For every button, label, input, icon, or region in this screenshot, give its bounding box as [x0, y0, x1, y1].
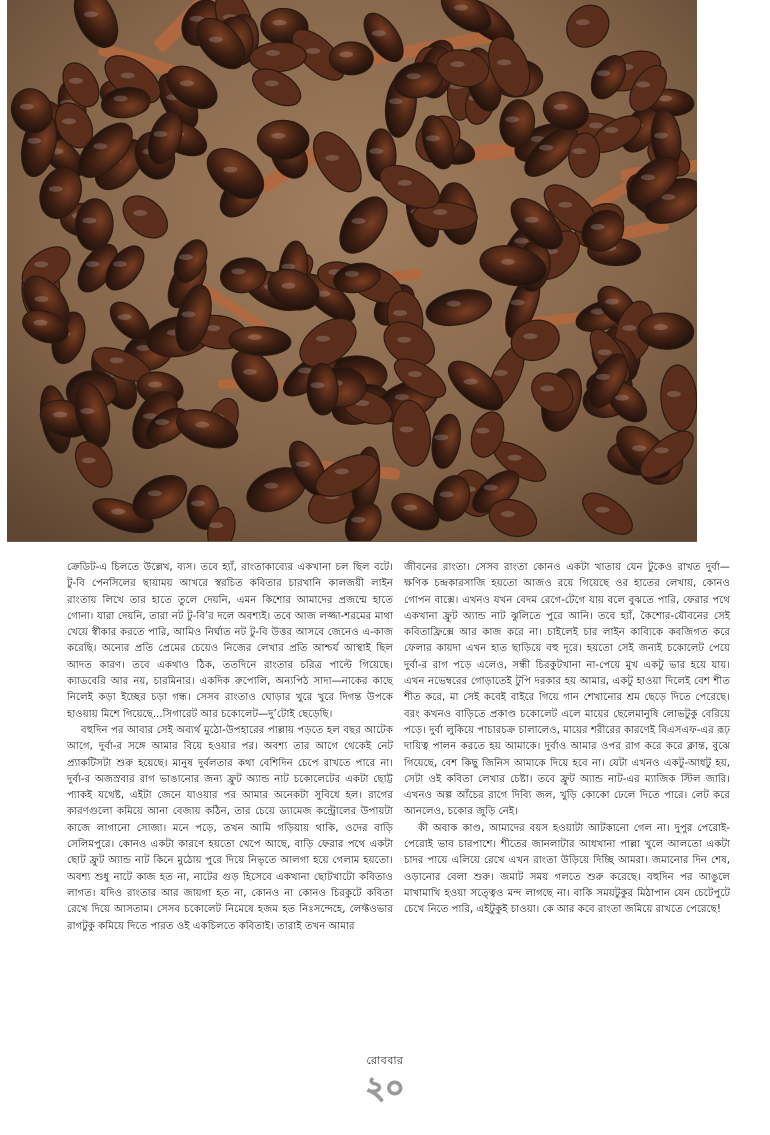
bean-highlight [179, 254, 193, 260]
bean-highlight [497, 59, 511, 65]
bean-highlight [325, 155, 339, 161]
bean-highlight [501, 511, 515, 517]
bean-highlight [395, 394, 409, 400]
bean-highlight [223, 167, 237, 173]
bean-highlight [306, 48, 320, 54]
bean-highlight [558, 202, 572, 208]
bean-highlight [636, 81, 650, 87]
bean-highlight [540, 386, 554, 392]
bean-highlight [121, 72, 135, 78]
bean-highlight [605, 299, 619, 305]
bean-highlight [209, 36, 223, 42]
bean-highlight [181, 311, 195, 317]
bean-highlight [589, 123, 603, 129]
magazine-name: রোববার [366, 1054, 404, 1067]
bean-highlight [248, 334, 262, 340]
bean-highlight [311, 382, 325, 388]
bean-highlight [153, 131, 167, 137]
bean-highlight [572, 148, 586, 154]
bean-highlight [335, 468, 349, 474]
bean-highlight [53, 412, 67, 418]
bean-highlight [296, 461, 310, 467]
bean-highlight [84, 11, 98, 17]
paragraph: ক্রেডিট-এ চিলতে উল্লেখ, ব্যস। তবে হ্যাঁ, রাংতাকাব্যের একখানা চল ছিল বটে। টু-বি পেনসিলের ছায়াময় আখরে স্বরচিত কবিতার চারখানি কালজয়ী লাইন রাংতায় লিখে তার হাতে তুলে দেয়নি, এমন কিশোর আমাদের প্রজন্মে হাতে গোনা। যারা দেয়নি, তারা নট টু-বি’র দলে অবশ্যই। তবে আজ লজ্জা-শরমের মাথা খেয়ে স্বীকার করতে পারি, আমিও নির্ঘাত নট টু-বি উত্তর আসবে জেনেও এ-কাজ করেছি। অন্যের প্রতি প্রেমের চেয়েও নিজের লেখার প্রতি আশ্চর্য আস্থাই ছিল আদত কারণ। তবে একথাও ঠিক, ততদিনে রাংতার চরিত্র পাল্টে গিয়েছে। ক্যাডবেরি আর নয়, চারমিনার। একদিক রুপোলি, অন্যপিঠ সাদা—নাকের কাছে নিলেই কড়া ইচ্ছের চড়া গন্ধ। সেসব রাংতাও ঘোড়ার খুরে খুরে দিগন্ত উপকে হাওয়ায় মিশে গিয়েছে...সিগারেট আর চকোলেট—দু’টোই ছেড়েছি। [67, 562, 393, 720]
bean-highlight [494, 370, 508, 376]
bean-highlight [454, 5, 468, 11]
bean-highlight [316, 336, 330, 342]
bean-highlight [352, 218, 366, 224]
page-number: ২০ [365, 1071, 405, 1106]
bean-highlight [604, 127, 618, 133]
bean-highlight [632, 445, 646, 451]
bean-highlight [62, 118, 76, 124]
bean-highlight [408, 371, 422, 377]
bean-highlight [34, 261, 48, 267]
paragraph: কী অবাক কাণ্ড, আমাদের বয়স হওয়াটা আটকানো গেল না। দুপুর পেরোই-পেরোই ভাব চারপাশে। শীতের জানলাটার আধখানা পাল্লা খুলে আলতো একটা চাদর পায়ে এলিয়ে রেখে এখন রাংতা উড়িয়ে দিচ্ছি আমরা। জমানোর দিন শেষ, ওড়ানোর বেলা শুরু। জমাট সময় গলতে শুরু করেছে। বহুদিন পর আঙুলে মাখামাখি হওয়া সত্ত্বেও মন্দ লাগছে না। বাকি সময়টুকুর মিঠাপান যেন চেটেপুটে চেখে নিতে পারি, এইটুকুই চাওয়া। কে আর কবে রাংতা জমিয়ে রাখতে পেরেছে! [404, 822, 730, 916]
bean-highlight [641, 174, 655, 180]
bean-highlight [82, 218, 96, 224]
cocoa-beans-illustration [7, 0, 697, 541]
bean-highlight [598, 349, 612, 355]
bean-highlight [113, 261, 127, 267]
bean-highlight [508, 455, 522, 461]
bean-highlight [148, 490, 162, 496]
bean-highlight [191, 500, 205, 506]
bean-highlight [86, 261, 100, 267]
bean-highlight [271, 133, 285, 139]
bean-highlight [654, 133, 668, 139]
bean-highlight [80, 408, 94, 414]
bean-highlight [49, 186, 63, 192]
cocoa-bean [329, 42, 373, 75]
bean-highlight [511, 299, 525, 305]
bean-highlight [111, 509, 125, 515]
bean-highlight [114, 96, 128, 102]
bean-highlight [69, 78, 83, 84]
bean-highlight [622, 325, 636, 331]
bean-highlight [667, 391, 681, 397]
article-column-left [67, 560, 393, 935]
bean-highlight [426, 135, 440, 141]
cocoa-bean [257, 120, 309, 159]
bean-highlight [525, 217, 539, 223]
bean-highlight [369, 148, 383, 154]
bean-highlight [654, 324, 668, 330]
bean-highlight [484, 485, 498, 491]
bean-highlight [523, 333, 537, 339]
bean-highlight [393, 310, 407, 316]
bean-highlight [554, 104, 568, 110]
bean-highlight [33, 320, 47, 326]
bean-highlight [398, 180, 412, 186]
bean-highlight [264, 483, 278, 489]
bean-highlight [243, 369, 257, 375]
bean-highlight [407, 73, 421, 79]
bean-highlight [281, 283, 295, 289]
bean-highlight [281, 264, 295, 270]
article-column-right [404, 560, 730, 919]
bean-highlight [345, 271, 359, 277]
bean-highlight [180, 80, 194, 86]
bean-highlight [27, 138, 41, 144]
bean-highlight [195, 422, 209, 428]
bean-highlight [265, 80, 279, 86]
bean-highlight [118, 314, 132, 320]
bean-highlight [505, 116, 519, 122]
bean-highlight [655, 447, 669, 453]
bean-highlight [434, 434, 448, 440]
bean-highlight [272, 20, 286, 26]
cocoa-beans-photo [7, 0, 697, 542]
bean-highlight [514, 238, 528, 244]
bean-highlight [93, 143, 107, 149]
bean-highlight [266, 50, 280, 56]
bean-highlight [596, 70, 610, 76]
bean-highlight [596, 374, 610, 380]
bean-highlight [591, 224, 605, 230]
bean-highlight [82, 457, 96, 463]
bean-highlight [209, 522, 223, 528]
paragraph: বহুদিন পর আবার সেই অব্যর্থ মুঠো-উপহারের পাল্লায় পড়তে হল বছর আটেক আগে, দুর্বা-র সঙ্গে আমার বিয়ে হওয়ার পর। অবশ্য তার আগে থেকেই নেট প্র্যাকটিসটা শুরু হয়েছে। মানুষ দুর্বলতার কথা বেশিদিন চেপে রাখতে পারে না। দুর্বা-র অজস্রবার রাগ ভাঙানোর জন্য ফ্রুট অ্যান্ড নাট চকোলেটের একটা ছোট্ট প্যাকই যথেষ্ট, এইটা জেনে যাওয়ার পর আমার অনেকটা সুবিধে হল। রাগের কারণগুলো কমিয়ে আনা বেজায় কঠিন, তার চেয়ে ড্যামেজ কন্ট্রোলের উপায়টা কাজে লাগানো সোজা। মনে পড়ে, তখন আমি গড়িয়ায় থাকি, ওদের বাড়ি সেলিমপুরে। কোনও একটা কারণে হয়তো খেপে আছে, বাড়ি ফেরার পথে একটা ছোট ফ্রুট অ্যান্ড নাট কিনে মুঠোয় পুরে দিয়ে নিভৃতে আলগা হয়ে গেলাম হয়তো। অবশ্য শুধু নাটে কাজ হত না, নাটের গুড় হিসেবে একখানা ছোটখাটো কবিতাও লাগত। যদিও রাংতার আর জায়গা হত না, কোনও না কোনও চিরকুটে কবিতা রেখে দিয়ে আসতাম। সেসব চকোলেট নিমেষে হজম হত নিঃসন্দেহে, লেফ্টওভার রাগটুকু কমিয়ে দিতে পারত ওই একচিলতে কবিতাই। তারাই তখন আমার [67, 724, 393, 932]
page-footer [0, 1052, 770, 1105]
bean-highlight [34, 296, 48, 302]
bean-highlight [372, 30, 386, 36]
bean-highlight [389, 98, 403, 104]
bean-highlight [476, 428, 490, 434]
bean-highlight [576, 19, 590, 25]
bean-highlight [400, 426, 414, 432]
bean-highlight [231, 268, 245, 274]
bean-highlight [501, 259, 515, 265]
bean-highlight [110, 357, 124, 363]
bean-highlight [451, 61, 465, 67]
bean-highlight [148, 382, 162, 388]
bean-highlight [539, 145, 553, 151]
bean-highlight [155, 419, 169, 425]
bean-highlight [351, 517, 365, 523]
bean-highlight [339, 51, 353, 57]
bean-highlight [20, 104, 34, 110]
bean-highlight [440, 491, 454, 497]
bean-highlight [464, 379, 478, 385]
bean-highlight [133, 210, 147, 216]
bean-highlight [397, 337, 411, 343]
bean-highlight [596, 507, 610, 513]
bean-highlight [403, 505, 417, 511]
paragraph: জীবনের রাংতা। সেসব রাংতা কোনও একটা খাতায় যেন টুকেও রাখত দুর্বা—ক্ষণিক চন্দ্রকারসাজি হয়তো আজও রয়ে গিয়েছে ওর হাতের লেখায়, কোনও গোপন বাক্সে। এখনও যখন বেদম রেগে-টেগে যায় বলে বুঝতে পারি, ফেরার পথে একখানা ফ্রুট অ্যান্ড নাট ঝুলিতে পুরে আনি। তবে হ্যাঁ, কৈশোর-যৌবনের সেই কবিতাফ্রিক্সে আর কাজ করে না। চাইলেই চার লাইন কাব্যিকে কবজিগত করে ফেলার কায়দা এখন হাত ছাড়িয়ে বহু দূরে। হয়তো সেই জন্যই চকোলেট পেয়ে দুর্বা-র রাগ পড়ে এলেও, সন্ধী চিরকুটখানা না-পেয়ে মুখ একটু ভার হয়ে যায়। এখন নভেম্বরের গোড়াতেই টুপি দরকার হয় আমার, একটু হাওয়া দিলেই বেশ শীত শীত করে, মা সেই কবেই বাইরে গিয়ে গান শেখানোর শ্রম ছেড়ে দিতে পেরেছে। বরং কখনও বাড়িতে প্রকাণ্ড চকোলেট এলে মায়ের ছেলেমানুষি লোভটুকু বেরিয়ে পড়ে। দুর্বা লুকিয়ে পাচারচক্র চালালেও, মায়ের শরীরের কারণেই বিএসএফ-এর রূঢ় দায়িত্ব পালন করতে হয় আমাকে। দুর্বাও আমার ওপর রাগ করে করে ক্লান্ত, বুঝে গিয়েছে, বেশ কিছু জিনিস আমাকে দিয়ে হবে না। যেটা এখনও একটু-আধটু হয়, সেটা ওই কবিতা লেখার চেষ্টা। তবে ফ্রুট অ্যান্ড নাট-এর ম্যাজিক স্টিল জারি। এখনও অল্প আঁচের রাগে দিব্যি জল, খুড়ি কোকো ঢেলে দিতে পারে। লেট করে আনলেও, চকোর জুড়ি নেই। [404, 562, 730, 818]
bean-highlight [447, 301, 461, 307]
bean-highlight [615, 395, 629, 401]
bean-highlight [433, 209, 447, 215]
